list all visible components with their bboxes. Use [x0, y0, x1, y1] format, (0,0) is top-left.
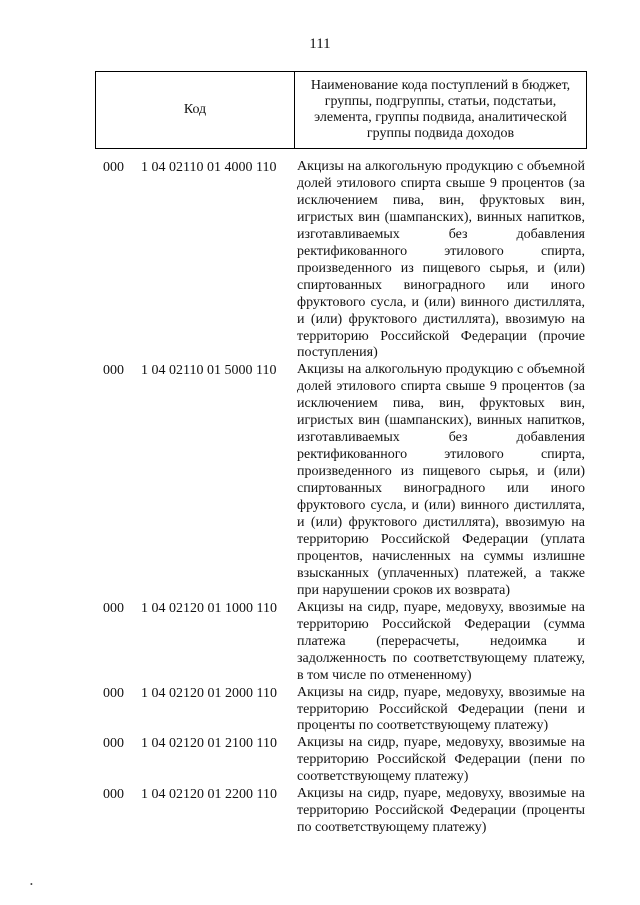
row-admin-code: 000 [103, 736, 124, 752]
table-row [0, 786, 640, 837]
table-body [0, 159, 640, 837]
row-admin-code: 000 [103, 363, 124, 379]
table-row [0, 735, 640, 786]
row-admin-code: 000 [103, 787, 124, 803]
table-row [0, 159, 640, 362]
table-row [0, 600, 640, 685]
row-income-code: 1 04 02120 01 2200 110 [141, 787, 277, 803]
row-admin-code: 000 [103, 160, 124, 175]
table-row [0, 685, 640, 736]
row-income-name: Акцизы на алкогольную продукцию с объемной долей этилового спирта свыше 9 процентов (за исключением пива, вин, фруктовых вин, игристых вин (шампанских), винных напитков, изготавливаемых без добавления ректификованного этилового спирта, произведенного из пищевого сырья, и (или) спиртованных виноградного или иного фруктового сусла, и (или) винного дистиллята, и (или) фруктового дистиллята), ввозимую на территорию Российской Федерации (уплата процентов, начисленных на суммы излишне взысканных (уплаченных) платежей, а также при нарушении сроков их возврата) [297, 362, 585, 598]
row-admin-code: 000 [103, 600, 124, 616]
row-income-name: Акцизы на сидр, пуаре, медовуху, ввозимые на территорию Российской Федерации (пени по соответствующему платежу) [297, 735, 585, 785]
row-income-code: 1 04 02120 01 1000 110 [141, 600, 277, 616]
row-income-code: 1 04 02110 01 4000 110 [141, 160, 277, 175]
row-income-name: Акцизы на сидр, пуаре, медовуху, ввозимые на территорию Российской Федерации (сумма платежа (перерасчеты, недоимка и задолженность по соответствующему платежу, в том числе по отмененному) [297, 599, 585, 683]
row-income-code: 1 04 02110 01 5000 110 [141, 363, 277, 379]
row-income-name: Акцизы на сидр, пуаре, медовуху, ввозимые на территорию Российской Федерации (проценты по соответствующему платежу) [297, 786, 585, 836]
row-income-code: 1 04 02120 01 2100 110 [141, 736, 277, 752]
table-header [95, 71, 587, 149]
scan-speck: • [30, 880, 33, 889]
page-number: 111 [309, 36, 331, 52]
row-income-name: Акцизы на алкогольную продукцию с объемной долей этилового спирта свыше 9 процентов (за исключением пива, вин, фруктовых вин, игристых вин (шампанских), винных напитков, изготавливаемых без добавления ректификованного этилового спирта, произведенного из пищевого сырья, и (или) спиртованных виноградного или иного фруктового сусла, и (или) винного дистиллята, и (или) фруктового дистиллята), ввозимую на территорию Российской Федерации (прочие поступления) [297, 159, 585, 361]
row-admin-code: 000 [103, 685, 124, 701]
row-income-name: Акцизы на сидр, пуаре, медовуху, ввозимые на территорию Российской Федерации (пени и проценты по соответствующему платежу) [297, 684, 585, 734]
header-name-label: Наименование кода поступлений в бюджет, группы, подгруппы, статьи, подстатьи, элемента, группы подвида, аналитической группы подвида доходов [295, 72, 587, 149]
row-income-code: 1 04 02120 01 2000 110 [141, 685, 277, 701]
table-row [0, 362, 640, 599]
header-code-label: Код [96, 72, 295, 149]
